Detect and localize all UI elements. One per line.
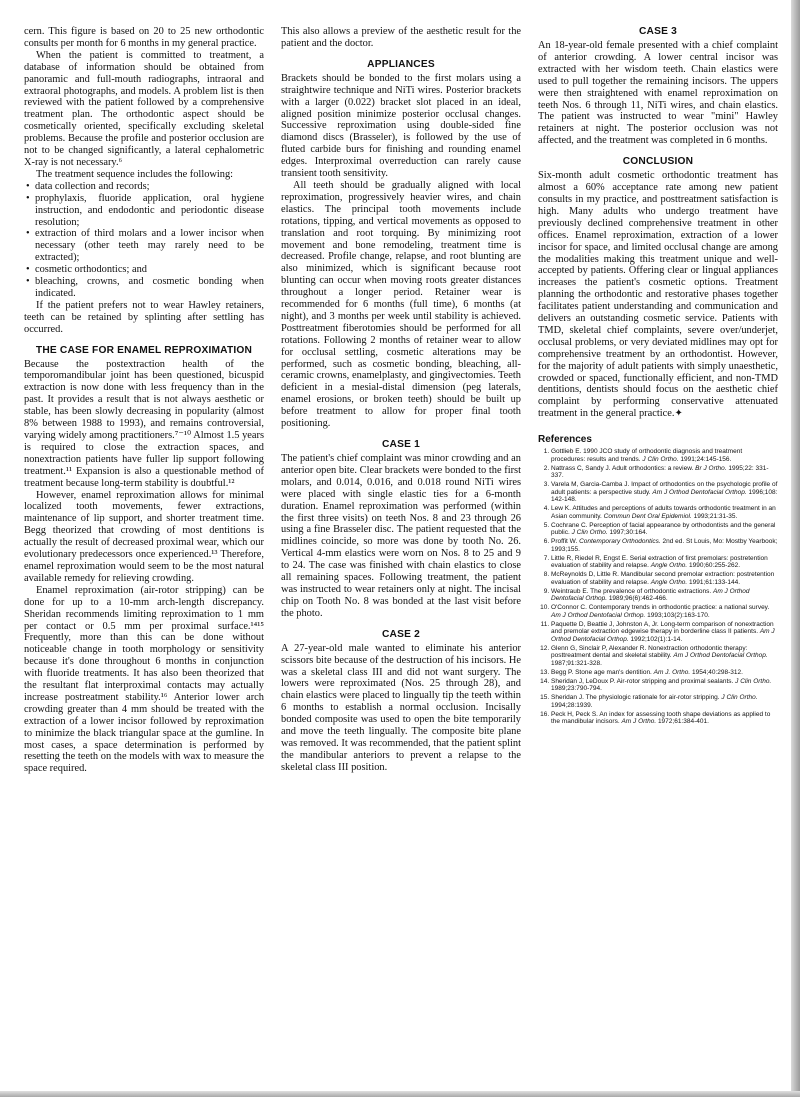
column-2 xyxy=(281,26,521,774)
paragraph: However, enamel reproximation allows for minimal localized tooth movements, fewer extractions, maintenance of lip support, and shorter treatment time. Begg theorized that crowding of most dentitions is actually the result of decreased proximal wear, which our evolutionary predecessors once experienced.¹³ Therefore, enamel reproximation would seem to be the most natural available remedy for relieving crowding. xyxy=(24,489,264,584)
paragraph: A 27-year-old male wanted to eliminate his anterior scissors bite because of the destruction of his incisors. He was a skeletal class III and did not want surgery. The lowers were reproximated (Nos. 25 through 28), and chain elastics were placed to lingually tip the teeth within 6 months to establish a normal occlusion. Incisally bonded composite was used to open the bite temporarily and move the teeth lingually. The composite bite plane was removed. It was recommended, that the patient splint the mandibular anteriors to prevent a relapse to the skeletal class III position. xyxy=(281,642,521,773)
paragraph: All teeth should be gradually aligned with local reproximation, progressively heavier wires, and chain elastics. The principal tooth movements include rotations, tipping, and vertical movements as opposed to translation and root torquing. By minimizing root movement and bone remodeling, treatment time is decreased. Profile change, relapse, and root blunting are also minimized, which is significant because root blunting can occur when moving roots greater distances throughout a longer period. Retainer wear is recommended for 6 months (full time), 6 months (at night), and 3 months per week until stability is achieved. Posttreatment fiberotomies should be performed for all rotations. Following 2 months of retainer wear to allow for occlusal settling, cosmetic alterations may be performed, such as cosmetic bonding, bleaching, all-ceramic crowns, enamelplasty, and gingivectomies. Teeth deficient in a mesial-distal dimension (peg laterals, enamel erosions, or broken teeth) should be built up before treatment to allow for proper final tooth positioning. xyxy=(281,179,521,430)
paragraph: If the patient prefers not to wear Hawley retainers, teeth can be retained by splinting after settling has occurred. xyxy=(24,299,264,335)
paragraph: The patient's chief complaint was minor crowding and an anterior open bite. Clear brackets were bonded to the first molars, and 0.014, 0.016, and 0.018 round NiTi wires were placed with single elastic ties for a 6-month duration. Enamel reproximation was performed (within the first three visits) on teeth Nos. 8 and 23 through 26 using a fine Brasseler disc. The patient requested that the midlines coincide, so more was done by tooth No. 26. Vertical 4-mm elastics were worn on Nos. 8 to 25 and 9 to 24. The case was finished with chain elastics to close all remaining spaces. Following treatment, the patient was instructed to wear retainers only at night. The incisal chip on Tooth No. 8 was bonded at the last visit before the photo. xyxy=(281,453,521,619)
section-heading-appliances: APPLIANCES xyxy=(367,58,435,70)
column-1 xyxy=(24,26,264,775)
paragraph: The treatment sequence includes the following: xyxy=(36,168,234,180)
paragraph: Because the postextraction health of the temporomandibular joint has been questioned, bicuspid extraction is now done with less frequency than in the past. It provides a result that is not always aesthetic or stable, has been slowly decreasing in popularity (almost 8% between 1988 to 1993), and remains controversial, varying widely among practitioners.⁷⁻¹⁰ Almost 1.5 years is required to close the extraction spaces, and nonextraction patients have fuller lip support following treatment.¹¹ Expansion is also a questionable method of treatment because long-term stability is doubtful.¹² xyxy=(24,358,264,489)
reference-item: 16. Peck H, Peck S. An index for assessing tooth shape deviations as applied to the mandibular incisors. Am J Ortho. 1972;61:384-401. xyxy=(551,711,778,726)
reference-item: 8. McReynolds D, Little R. Mandibular second premolar extraction: postretention evaluation of stability and relapse. Angle Ortho. 1991;61:133-144. xyxy=(551,571,778,586)
conclusion-text: Six-month adult cosmetic orthodontic treatment has almost a 60% acceptance rate among new patient consults in my practice, and posttreatment satisfaction is high. Many adults who undergo treatment have previously declined comprehensive treatment in other offices. Enamel reproximation, extraction of a lower incisor for space, and limited occlusal change are among the modalities making this treatment unique and well-accepted by patients. Offering clear or lingual appliances increases the patient's cosmetic options. Treatment planning the orthodontic and restorative phases together facilitates patient understanding and communication and delivers an outstanding cosmetic service. Patients with TMD, skeletal chief complaints, severe over/underjet, occlusal problems, or very deviated midlines may opt for comprehensive treatment by an orthodontist. However, for the majority of adult patients with simply unaesthetic, crowded or spaced, functionally efficient, and non-TMD dentitions, dentists should focus on the aesthetic chief complaint by performing conservative attenuated treatment in the general practice. xyxy=(538,170,778,420)
treatment-sequence-list xyxy=(24,181,264,300)
reference-item: 5. Cochrane C. Perception of facial appearance by orthodontists and the general public. J Clin Ortho. 1997;30:164. xyxy=(551,522,778,537)
scan-edge-bottom xyxy=(0,1091,800,1097)
scan-edge-right xyxy=(791,0,800,1097)
paragraph: When the patient is committed to treatment, a database of information should be obtained from panoramic and full-mouth radiographs, intraoral and extraoral photographs, and models. A problem list is then reviewed with the patient followed by a comprehensive treatment plan. The orthodontic aspect should be cosmetically oriented, specifically excluding skeletal problems. Because the profile and posterior occlusion are not to be changed significantly, a lateral cephalometric X-ray is not necessary.⁶ xyxy=(24,49,264,168)
reference-item: 6. Proffit W. Contemporary Orthodontics. 2nd ed. St Louis, Mo: Mostby Yearbook; 1993;155. xyxy=(551,538,778,553)
reference-item: 11. Paquette D, Beattie J, Johnston A, Jr. Long-term comparison of nonextraction and premolar extraction edgewise therapy in borderline class II patients. Am J Orthod Dentofacial Orthop. 1992;102(1):1-14. xyxy=(551,621,778,644)
section-heading-case-2: CASE 2 xyxy=(381,628,420,640)
column-3 xyxy=(538,26,778,727)
list-item: • extraction of third molars and a lower incisor when necessary (other teeth may rarely need to be extracted); xyxy=(35,228,264,264)
paragraph: cern. This figure is based on 20 to 25 new orthodontic consults per month for 6 months in my general practice. xyxy=(24,26,264,49)
section-heading-conclusion: CONCLUSION xyxy=(622,156,694,168)
section-heading-enamel-reproximation: THE CASE FOR ENAMEL REPROXIMATION xyxy=(35,344,253,356)
paragraph: Brackets should be bonded to the first molars using a straightwire technique and NiTi wires. Posterior brackets with a larger (0.022) bracket slot placed in an ideal, aligned position minimize posterior occlusal changes. Successive reproximation using double-sided fine diamond discs (Brasseler), is followed by the use of fluted carbide burs for finishing and rounding enamel edges. Interproximal overreduction can rarely cause transient tooth sensitivity. xyxy=(281,72,521,180)
reference-item: 3. Varela M, Garcia-Camba J. Impact of orthodontics on the psychologic profile of adult patients: a perspective study. Am J Orthod Dentofacial Orthop. 1996;108: 142-148. xyxy=(551,481,778,504)
references-heading: References xyxy=(538,434,592,446)
reference-item: 9. Weintraub E. The prevalence of orthodontic extractions. Am J Orthod Dentofacial Orthop. 1989;96(6):462-466. xyxy=(551,588,778,603)
paragraph: This also allows a preview of the aesthetic result for the patient and the doctor. xyxy=(281,26,521,49)
section-heading-case-1: CASE 1 xyxy=(381,439,420,450)
paragraph: An 18-year-old female presented with a chief complaint of anterior crowding. A lower central incisor was extracted with her wisdom teeth. Chain elastics were used to pull together the remaining incisors. The uppers were then straightened with enamel reproximation on teeth Nos. 6 through 11, NiTi wires, and chain elastics. The patient was instructed to wear "mini" Hawley retainers at night. The posterior occlusion was not affected, and the treatment was completed in 6 months. xyxy=(538,40,778,147)
reference-item: 1. Gottlieb E. 1990 JCO study of orthodontic diagnosis and treatment procedures: results and trends. J Clin Ortho. 1991;24:145-156. xyxy=(551,448,778,463)
reference-item: 7. Little R, Riedel R, Engst E. Serial extraction of first premolars: postretention evaluation of stability and relapse. Angle Ortho. 1990;60:255-262. xyxy=(551,555,778,570)
list-item: • data collection and records; xyxy=(35,181,264,193)
end-mark: ✦ xyxy=(674,408,683,420)
reference-item: 12. Glenn G, Sinclair P, Alexander R. Nonextraction orthodontic therapy: posttreatment dental and skeletal stability. Am J Orthod Dentofacial Orthop. 1987;91:321-328. xyxy=(551,645,778,668)
three-column-layout xyxy=(24,26,786,775)
reference-item: 10. O'Connor C. Contemporary trends in orthodontic practice: a national survey. Am J Orthod Dentofacial Orthop. 1993;103(2):163-170. xyxy=(551,604,778,619)
list-item: • bleaching, crowns, and cosmetic bonding when indicated. xyxy=(35,276,264,300)
list-item: • prophylaxis, fluoride application, oral hygiene instruction, and endodontic and periodontic disease resolution; xyxy=(35,193,264,229)
paragraph: Enamel reproximation (air-rotor stripping) can be done for up to a 10-mm arch-length discrepancy. Sheridan recommends limiting reproximation to 1 mm per contact or 0.5 mm per proximal surface.¹⁴¹⁵ Frequently, more than this can be done without noticeable change in tooth morphology or sensitivity because it's done throughout 6 months in conjunction with fluoride treatments. It has also been theorized that the resultant flat interproximal contacts may actually increase postreatment stability.¹⁶ Anterior lower arch crowding greater than 4 mm should be treated with the extraction of a lower incisor followed by reproximation to minimize the black triangular space at the gumline. In most cases, a space determination is performed by resetting the teeth on the models with wax to measure the space required. xyxy=(24,584,264,775)
reference-list xyxy=(538,448,778,726)
reference-item: 14. Sheridan J, LeDoux P. Air-rotor stripping and proximal sealants. J Clin Ortho. 1989;23:790-794. xyxy=(551,678,778,693)
section-heading-case-3: CASE 3 xyxy=(638,26,677,37)
list-item: • cosmetic orthodontics; and xyxy=(35,264,264,276)
reference-item: 13. Begg P. Stone age man's dentition. Am J. Ortho. 1954;40:298-312. xyxy=(551,669,778,677)
reference-item: 4. Lew K. Attitudes and perceptions of adults towards orthodontic treatment in an Asian community. Commun Dent Oral Epidemiol. 1993;21:31-35. xyxy=(551,505,778,520)
reference-item: 15. Sheridan J. The physiologic rationale for air-rotor stripping. J Clin Ortho. 1994;28:1939. xyxy=(551,694,778,709)
paragraph xyxy=(538,170,778,420)
reference-item: 2. Nattrass C, Sandy J. Adult orthodontics: a review. Br J Ortho. 1995;22: 331-337. xyxy=(551,465,778,480)
